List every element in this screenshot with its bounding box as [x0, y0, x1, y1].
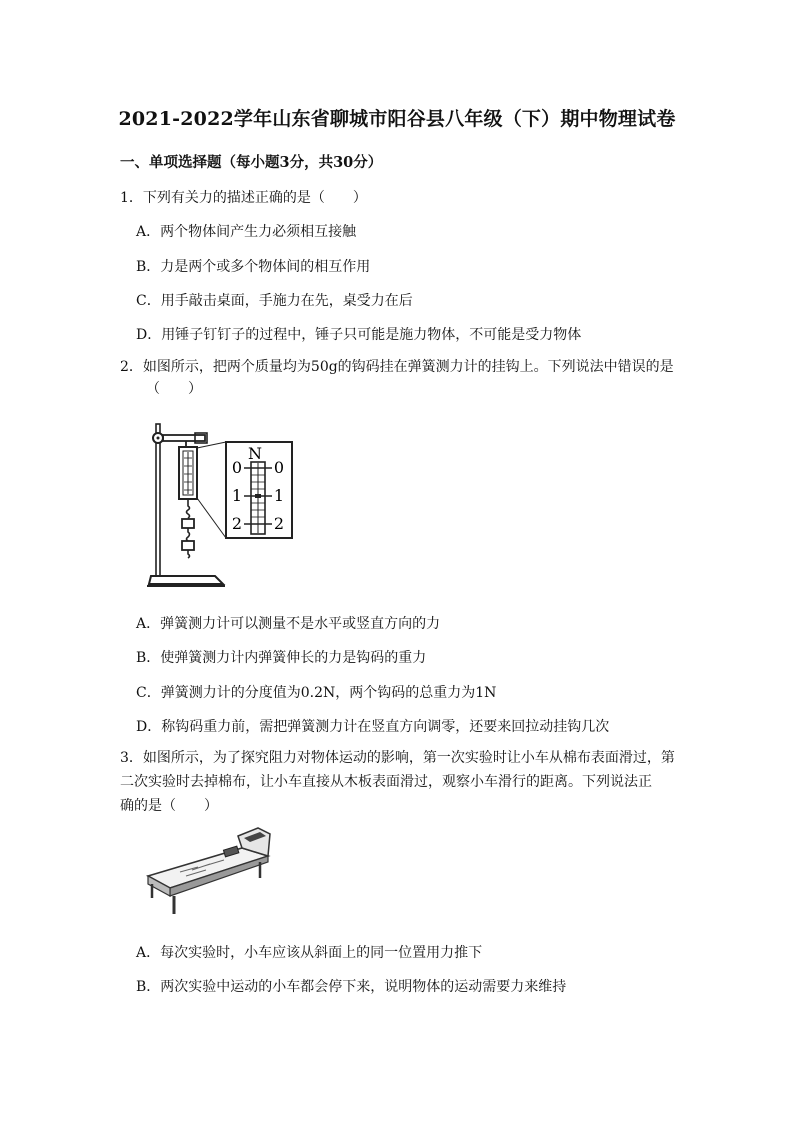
unit-label: N [248, 444, 262, 463]
spring-scale-figure [145, 418, 305, 590]
scale-left-2: 2 [231, 514, 243, 533]
question-2-option-d: D．称钩码重力前，需把弹簧测力计在竖直方向调零，还要来回拉动挂钩几次 [136, 719, 610, 735]
scale-right-0: 0 [273, 458, 285, 477]
incline-cart-figure [140, 826, 278, 920]
question-3-stem-line-3: 确的是（ ） [120, 798, 218, 814]
question-2-stem: 2．如图所示，把两个质量均为50g的钩码挂在弹簧测力计的挂钩上。下列说法中错误的是 [120, 359, 674, 375]
question-2-option-c: C．弹簧测力计的分度值为0.2N，两个钩码的总重力为1N [136, 685, 497, 701]
scale-left-0: 0 [231, 458, 243, 477]
question-3-stem-line-2: 二次实验时去掉棉布，让小车直接从木板表面滑过，观察小车滑行的距离。下列说法正 [120, 774, 652, 790]
question-1-option-d: D．用锤子钉钉子的过程中，锤子只可能是施力物体，不可能是受力物体 [136, 327, 582, 343]
scale-left-1: 1 [231, 486, 243, 505]
question-2-option-b: B．使弹簧测力计内弹簧伸长的力是钩码的重力 [136, 650, 427, 666]
question-2-paren: （ ） [146, 381, 202, 397]
question-1-option-c: C．用手敲击桌面，手施力在先，桌受力在后 [136, 293, 413, 309]
scale-right-2: 2 [273, 514, 285, 533]
question-1-option-a: A．两个物体间产生力必须相互接触 [136, 224, 357, 240]
page-title: 2021-2022学年山东省聊城市阳谷县八年级（下）期中物理试卷 [118, 108, 676, 130]
question-3-stem [120, 746, 680, 818]
section-heading: 一、单项选择题（每小题3分，共30分） [120, 154, 383, 171]
question-1-option-b: B．力是两个或多个物体间的相互作用 [136, 259, 371, 275]
question-3-option-a: A．每次实验时，小车应该从斜面上的同一位置用力推下 [136, 945, 483, 961]
question-3-option-b: B．两次实验中运动的小车都会停下来，说明物体的运动需要力来维持 [136, 979, 567, 995]
question-1-stem: 1．下列有关力的描述正确的是（ ） [120, 190, 367, 206]
question-2-option-a: A．弹簧测力计可以测量不是水平或竖直方向的力 [136, 616, 441, 632]
scale-right-1: 1 [273, 486, 285, 505]
question-3-stem-line-1: 3．如图所示，为了探究阻力对物体运动的影响，第一次实验时让小车从棉布表面滑过，第 [120, 750, 675, 766]
